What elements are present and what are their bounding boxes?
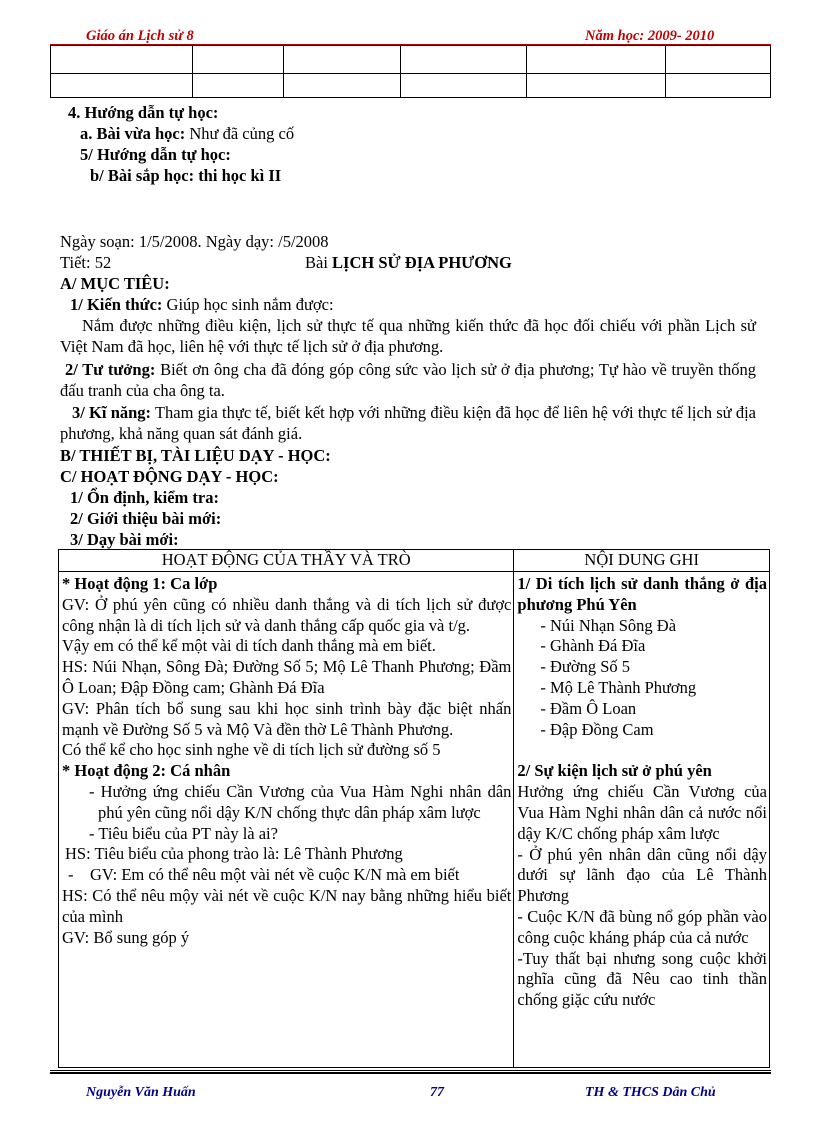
top-table (50, 45, 771, 98)
section-c2: 2/ Giới thiệu bài mới: (70, 509, 222, 528)
content-text: -Tuy thất bại nhưng song cuộc khởi nghĩa cũng đã Nêu cao tinh thần chống giặc cứu nước (517, 948, 767, 1010)
activity-text: GV: Ở phú yên cũng có nhiều danh thắng và di tích lịch sử được công nhận là di tích lịch sử và danh thắng cấp quốc gia và t/g. (62, 594, 512, 635)
lesson-dates: Ngày soạn: 1/5/2008. Ngày dạy: /5/2008 (60, 232, 329, 251)
footer-rule-thick (50, 1072, 771, 1074)
content-text: - Cuộc K/N đã bùng nổ góp phần vào công cuộc kháng pháp của cả nước (517, 906, 767, 947)
activity-text: HS: Núi Nhạn, Sông Đà; Đường Số 5; Mộ Lê Thanh Phương; Đầm Ô Loan; Đập Đồng cam; Ghành Đá Đĩa (62, 657, 512, 697)
activity-text: - Hưởng ứng chiếu Cần Vương của Vua Hàm Nghi nhân dân phú yên cũng nổi dậy K/N chống thực dân pháp xâm lược (89, 781, 512, 822)
footer-rule-thin (50, 1070, 771, 1071)
section-b: B/ THIẾT BỊ, TÀI LIỆU DẠY - HỌC: (60, 446, 331, 465)
content-item: - Đập Đồng Cam (540, 719, 654, 739)
footer-author: Nguyễn Văn Huấn (86, 1085, 196, 1100)
activity-text: HS: Tiêu biểu của phong trào là: Lê Thành Phương (65, 844, 403, 864)
content-text: Hưởng ứng chiếu Cần Vương của Vua Hàm Nghi nhân dân cả nước nổi dậy K/C chống pháp xâm lược (517, 782, 767, 843)
activities-cell (59, 572, 514, 1068)
activity-text: Có thể kể cho học sinh nghe về di tích lịch sử đường số 5 (62, 740, 441, 760)
activity-text: Vậy em có thể kể một vài di tích danh thắng mà em biết. (62, 636, 436, 656)
col-header-activities: HOẠT ĐỘNG CỦA THẦY VÀ TRÒ (59, 550, 514, 572)
activity-text: GV: Phân tích bổ sung sau khi học sinh trình bày đặc biệt nhấn mạnh về Đường Số 5 và Mộ Và đền thờ Lê Thành Phương. (62, 698, 512, 739)
col-header-content: NỘI DUNG GHI (514, 550, 770, 572)
content-item: - Mộ Lê Thành Phương (540, 677, 697, 697)
activity-text: HS: Có thể nêu mộy vài nét về cuộc K/N nay bằng những hiểu biết của mình (62, 885, 512, 926)
knowledge-body: Nắm được những điều kiện, lịch sử thực tế qua những kiến thức đã học đối chiếu với phần Lịch sử Việt Nam đã học, liên hệ với thực tế lịch sử ở địa phương. (60, 316, 756, 356)
skills-body: 3/ Kĩ năng: Tham gia thực tế, biết kết hợp với những điều kiện đã học để liên hệ với thực tế lịch sử địa phương, khả năng quan sát đánh giá. (60, 403, 756, 443)
section-c1: 1/ Ổn định, kiểm tra: (70, 488, 219, 507)
header-right: Năm học: 2009- 2010 (585, 28, 715, 44)
page-number: 77 (430, 1085, 444, 1100)
content-item: - Ghành Đá Đĩa (540, 636, 646, 656)
lesson-title: Bài LỊCH SỬ ĐỊA PHƯƠNG (305, 253, 512, 272)
content-heading-2: 2/ Sự kiện lịch sử ở phú yên (517, 761, 712, 781)
content-item: - Đầm Ô Loan (540, 698, 637, 718)
content-text: - Ở phú yên nhân dân cũng nổi dậy dưới sự lãnh đạo của Lê Thành Phương (517, 844, 767, 906)
attitude-body: 2/ Tư tưởng: Biết ơn ông cha đã đóng góp công sức vào lịch sử ở địa phương; Tự hào về truyền thống đấu tranh của cha ông ta. (60, 360, 756, 400)
self-study-heading: 4. Hướng dẫn tự học: (68, 103, 219, 122)
section-c3: 3/ Dạy bài mới: (70, 530, 179, 549)
content-item: - Đường Số 5 (540, 657, 631, 677)
footer-school: TH & THCS Dân Chủ (585, 1085, 716, 1100)
self-study-b: b/ Bài sắp học: thi học kì II (90, 166, 282, 185)
activity-1-heading: * Hoạt động 1: Ca lớp (62, 574, 218, 593)
content-heading-1: 1/ Di tích lịch sử danh thắng ở địa phương Phú Yên (517, 574, 767, 614)
activity-text: - Tiêu biểu của PT này là ai? (89, 823, 278, 843)
activity-table (58, 549, 770, 1068)
lesson-period: Tiết: 52 (60, 253, 112, 272)
activity-2-heading: * Hoạt động 2: Cá nhân (62, 761, 231, 781)
activity-text: GV: Bổ sung góp ý (62, 927, 190, 947)
knowledge-line: 1/ Kiến thức: Giúp học sinh nắm được: (70, 295, 334, 314)
section-c: C/ HOẠT ĐỘNG DẠY - HỌC: (60, 467, 279, 486)
section-a: A/ MỤC TIÊU: (60, 274, 170, 293)
content-item: - Núi Nhạn Sông Đà (540, 615, 677, 635)
self-study-a: a. Bài vừa học: Như đã củng cố (80, 124, 295, 143)
self-study-heading-2: 5/ Hướng dẫn tự học: (80, 145, 231, 164)
content-cell (514, 572, 770, 1068)
activity-text: - GV: Em có thể nêu một vài nét về cuộc K/N mà em biết (68, 865, 460, 885)
header-left: Giáo án Lịch sử 8 (86, 28, 194, 44)
